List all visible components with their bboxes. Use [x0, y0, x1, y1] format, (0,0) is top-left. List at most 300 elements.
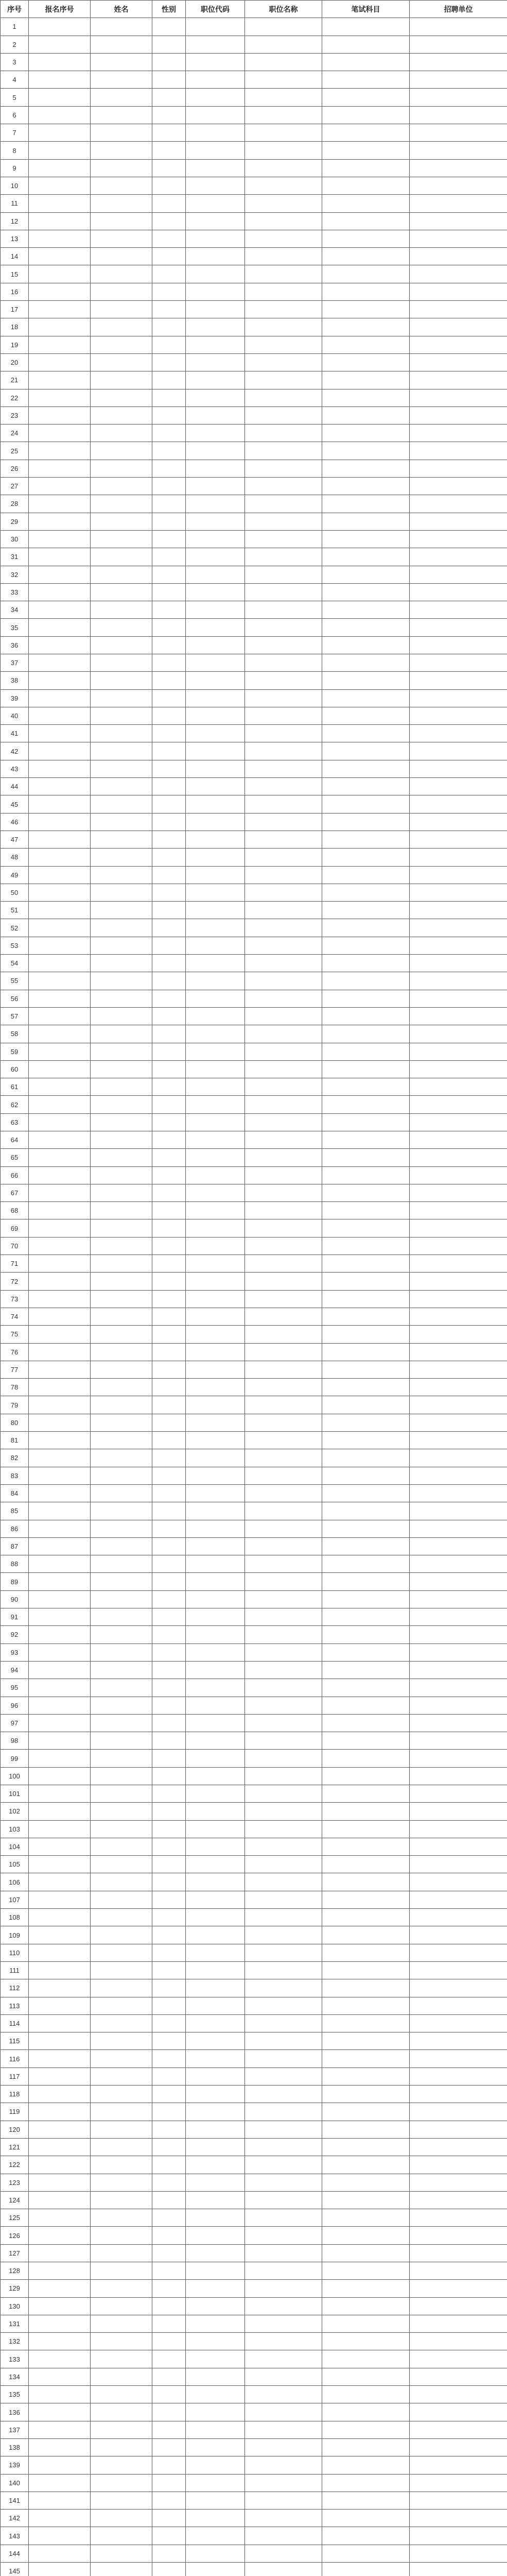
cell-exam-subject: [322, 2474, 410, 2492]
cell-position-code: [186, 230, 245, 247]
cell-seq: 32: [1, 566, 29, 583]
cell-gender: [152, 18, 186, 36]
table-row: [1, 1785, 507, 1802]
cell-position-code: [186, 672, 245, 689]
cell-employer: [410, 1202, 507, 1219]
cell-name: [91, 513, 152, 530]
cell-registration-no: [29, 1590, 91, 1608]
cell-gender: [152, 2067, 186, 2085]
cell-seq: 54: [1, 955, 29, 972]
cell-employer: [410, 406, 507, 424]
cell-name: [91, 955, 152, 972]
cell-employer: [410, 1219, 507, 1237]
cell-position-code: [186, 689, 245, 707]
cell-exam-subject: [322, 1184, 410, 1201]
cell-seq: 57: [1, 1007, 29, 1025]
cell-registration-no: [29, 1237, 91, 1255]
cell-position-name: [245, 2138, 322, 2156]
table-row: [1, 2191, 507, 2209]
cell-position-name: [245, 2315, 322, 2332]
cell-name: [91, 1361, 152, 1378]
cell-seq: 21: [1, 371, 29, 389]
table-header: [1, 1, 507, 18]
cell-exam-subject: [322, 1608, 410, 1626]
table-row: [1, 1979, 507, 1997]
cell-employer: [410, 566, 507, 583]
cell-exam-subject: [322, 1308, 410, 1325]
cell-registration-no: [29, 2545, 91, 2562]
cell-position-name: [245, 1149, 322, 1166]
cell-seq: 112: [1, 1979, 29, 1997]
cell-gender: [152, 955, 186, 972]
cell-gender: [152, 513, 186, 530]
cell-seq: 34: [1, 601, 29, 619]
table-row: [1, 1873, 507, 1891]
cell-exam-subject: [322, 654, 410, 671]
cell-registration-no: [29, 1555, 91, 1573]
cell-exam-subject: [322, 495, 410, 513]
cell-exam-subject: [322, 2121, 410, 2138]
cell-seq: 5: [1, 89, 29, 106]
cell-position-name: [245, 478, 322, 495]
cell-position-name: [245, 1661, 322, 1679]
cell-gender: [152, 1873, 186, 1891]
cell-position-name: [245, 159, 322, 177]
cell-gender: [152, 1237, 186, 1255]
cell-seq: 43: [1, 760, 29, 777]
cell-gender: [152, 71, 186, 89]
cell-gender: [152, 1997, 186, 2014]
cell-gender: [152, 2138, 186, 2156]
cell-seq: 122: [1, 2156, 29, 2174]
table-row: [1, 2563, 507, 2576]
cell-employer: [410, 866, 507, 884]
cell-employer: [410, 2438, 507, 2456]
cell-gender: [152, 1750, 186, 1767]
table-row: [1, 1856, 507, 1873]
cell-seq: 60: [1, 1060, 29, 1078]
cell-name: [91, 1184, 152, 1201]
cell-employer: [410, 106, 507, 124]
cell-registration-no: [29, 265, 91, 283]
cell-position-name: [245, 1060, 322, 1078]
cell-position-name: [245, 2262, 322, 2280]
cell-name: [91, 1944, 152, 1961]
cell-position-name: [245, 548, 322, 566]
cell-seq: 141: [1, 2492, 29, 2509]
cell-employer: [410, 831, 507, 848]
cell-registration-no: [29, 1873, 91, 1891]
cell-position-name: [245, 1909, 322, 1926]
cell-registration-no: [29, 18, 91, 36]
cell-registration-no: [29, 1608, 91, 1626]
cell-registration-no: [29, 689, 91, 707]
cell-position-code: [186, 1909, 245, 1926]
table-row: [1, 902, 507, 919]
cell-position-name: [245, 672, 322, 689]
cell-registration-no: [29, 1326, 91, 1343]
cell-position-name: [245, 2456, 322, 2474]
cell-registration-no: [29, 1979, 91, 1997]
cell-employer: [410, 1626, 507, 1643]
cell-position-name: [245, 2121, 322, 2138]
cell-gender: [152, 2156, 186, 2174]
cell-name: [91, 902, 152, 919]
cell-position-code: [186, 1379, 245, 1396]
cell-seq: 56: [1, 990, 29, 1007]
cell-registration-no: [29, 1414, 91, 1431]
cell-employer: [410, 1537, 507, 1555]
cell-gender: [152, 177, 186, 194]
cell-employer: [410, 2280, 507, 2297]
cell-registration-no: [29, 2350, 91, 2368]
cell-seq: 40: [1, 707, 29, 724]
cell-exam-subject: [322, 1555, 410, 1573]
table-row: [1, 601, 507, 619]
cell-employer: [410, 1785, 507, 1802]
cell-exam-subject: [322, 1166, 410, 1184]
cell-registration-no: [29, 495, 91, 513]
cell-seq: 85: [1, 1502, 29, 1520]
cell-employer: [410, 1432, 507, 1449]
cell-employer: [410, 1184, 507, 1201]
cell-exam-subject: [322, 2227, 410, 2244]
table-row: [1, 265, 507, 283]
cell-employer: [410, 1043, 507, 1060]
cell-name: [91, 2438, 152, 2456]
cell-registration-no: [29, 2191, 91, 2209]
cell-gender: [152, 2032, 186, 2050]
cell-exam-subject: [322, 2492, 410, 2509]
cell-name: [91, 2014, 152, 2032]
cell-employer: [410, 742, 507, 760]
table-row: [1, 389, 507, 406]
table-row: [1, 2244, 507, 2262]
cell-position-name: [245, 583, 322, 601]
cell-gender: [152, 2209, 186, 2227]
cell-seq: 23: [1, 406, 29, 424]
cell-gender: [152, 1043, 186, 1060]
cell-employer: [410, 548, 507, 566]
cell-employer: [410, 513, 507, 530]
cell-gender: [152, 937, 186, 954]
cell-seq: 42: [1, 742, 29, 760]
cell-name: [91, 1484, 152, 1502]
cell-seq: 65: [1, 1149, 29, 1166]
cell-name: [91, 636, 152, 654]
cell-name: [91, 937, 152, 954]
cell-exam-subject: [322, 2014, 410, 2032]
cell-position-code: [186, 2032, 245, 2050]
cell-exam-subject: [322, 1803, 410, 1820]
cell-gender: [152, 2262, 186, 2280]
cell-position-code: [186, 1502, 245, 1520]
cell-name: [91, 1697, 152, 1714]
cell-position-code: [186, 1166, 245, 1184]
cell-gender: [152, 972, 186, 990]
cell-position-code: [186, 2209, 245, 2227]
cell-gender: [152, 1202, 186, 1219]
cell-seq: 127: [1, 2244, 29, 2262]
cell-gender: [152, 2438, 186, 2456]
cell-exam-subject: [322, 53, 410, 71]
cell-gender: [152, 2350, 186, 2368]
cell-position-code: [186, 265, 245, 283]
table-row: [1, 813, 507, 831]
cell-exam-subject: [322, 1661, 410, 1679]
cell-registration-no: [29, 2421, 91, 2438]
cell-registration-no: [29, 1643, 91, 1661]
cell-exam-subject: [322, 742, 410, 760]
cell-gender: [152, 2527, 186, 2545]
cell-position-code: [186, 866, 245, 884]
cell-position-code: [186, 71, 245, 89]
cell-position-code: [186, 566, 245, 583]
cell-seq: 136: [1, 2403, 29, 2421]
cell-seq: 79: [1, 1396, 29, 1414]
table-row: [1, 1432, 507, 1449]
cell-exam-subject: [322, 2086, 410, 2103]
cell-position-name: [245, 1043, 322, 1060]
cell-employer: [410, 919, 507, 937]
table-row: [1, 1502, 507, 1520]
cell-registration-no: [29, 1060, 91, 1078]
table-row: [1, 1361, 507, 1378]
cell-employer: [410, 1555, 507, 1573]
cell-seq: 69: [1, 1219, 29, 1237]
table-row: [1, 1732, 507, 1750]
table-row: [1, 1308, 507, 1325]
cell-seq: 130: [1, 2297, 29, 2315]
cell-position-code: [186, 1608, 245, 1626]
cell-seq: 129: [1, 2280, 29, 2297]
cell-exam-subject: [322, 389, 410, 406]
cell-registration-no: [29, 1379, 91, 1396]
cell-employer: [410, 619, 507, 636]
cell-position-code: [186, 159, 245, 177]
cell-position-name: [245, 990, 322, 1007]
cell-seq: 143: [1, 2527, 29, 2545]
cell-exam-subject: [322, 1643, 410, 1661]
cell-name: [91, 2103, 152, 2121]
cell-employer: [410, 478, 507, 495]
cell-employer: [410, 1838, 507, 1855]
cell-seq: 15: [1, 265, 29, 283]
table-row: [1, 1237, 507, 1255]
cell-employer: [410, 2156, 507, 2174]
cell-exam-subject: [322, 1926, 410, 1944]
cell-employer: [410, 689, 507, 707]
cell-employer: [410, 601, 507, 619]
cell-gender: [152, 849, 186, 866]
cell-gender: [152, 1926, 186, 1944]
cell-position-name: [245, 2438, 322, 2456]
cell-seq: 74: [1, 1308, 29, 1325]
cell-exam-subject: [322, 2280, 410, 2297]
cell-position-code: [186, 1326, 245, 1343]
cell-position-code: [186, 2138, 245, 2156]
cell-position-code: [186, 1856, 245, 1873]
table-row: [1, 1043, 507, 1060]
cell-position-name: [245, 442, 322, 460]
cell-seq: 70: [1, 1237, 29, 1255]
cell-exam-subject: [322, 1290, 410, 1308]
table-row: [1, 1944, 507, 1961]
table-row: [1, 1131, 507, 1149]
cell-exam-subject: [322, 1379, 410, 1396]
cell-exam-subject: [322, 636, 410, 654]
cell-exam-subject: [322, 1537, 410, 1555]
cell-exam-subject: [322, 2050, 410, 2067]
cell-position-code: [186, 1308, 245, 1325]
cell-name: [91, 707, 152, 724]
cell-gender: [152, 1626, 186, 1643]
cell-exam-subject: [322, 89, 410, 106]
cell-position-name: [245, 2563, 322, 2576]
cell-seq: 46: [1, 813, 29, 831]
cell-employer: [410, 159, 507, 177]
cell-registration-no: [29, 1909, 91, 1926]
cell-exam-subject: [322, 1131, 410, 1149]
cell-position-name: [245, 530, 322, 548]
cell-position-code: [186, 1679, 245, 1697]
cell-exam-subject: [322, 1361, 410, 1378]
table-row: [1, 2350, 507, 2368]
cell-seq: 28: [1, 495, 29, 513]
cell-name: [91, 2156, 152, 2174]
cell-name: [91, 849, 152, 866]
cell-name: [91, 2510, 152, 2527]
cell-gender: [152, 2386, 186, 2403]
cell-name: [91, 36, 152, 53]
cell-employer: [410, 1820, 507, 1838]
cell-registration-no: [29, 2403, 91, 2421]
cell-registration-no: [29, 742, 91, 760]
cell-gender: [152, 1891, 186, 1908]
cell-registration-no: [29, 1219, 91, 1237]
cell-employer: [410, 18, 507, 36]
cell-gender: [152, 760, 186, 777]
cell-seq: 134: [1, 2368, 29, 2385]
cell-exam-subject: [322, 1502, 410, 1520]
table-row: [1, 2333, 507, 2350]
cell-gender: [152, 2510, 186, 2527]
cell-position-code: [186, 460, 245, 477]
cell-registration-no: [29, 725, 91, 742]
cell-seq: 106: [1, 1873, 29, 1891]
cell-position-code: [186, 601, 245, 619]
cell-name: [91, 1714, 152, 1732]
cell-exam-subject: [322, 2456, 410, 2474]
table-row: [1, 1379, 507, 1396]
cell-registration-no: [29, 1343, 91, 1361]
cell-exam-subject: [322, 1449, 410, 1467]
cell-employer: [410, 1856, 507, 1873]
table-row: [1, 1697, 507, 1714]
cell-registration-no: [29, 1484, 91, 1502]
cell-gender: [152, 1007, 186, 1025]
cell-gender: [152, 795, 186, 813]
cell-seq: 80: [1, 1414, 29, 1431]
cell-seq: 44: [1, 778, 29, 795]
cell-seq: 36: [1, 636, 29, 654]
cell-position-name: [245, 1961, 322, 1979]
table-row: [1, 36, 507, 53]
cell-gender: [152, 2474, 186, 2492]
table-row: [1, 2438, 507, 2456]
cell-exam-subject: [322, 124, 410, 142]
table-row: [1, 1343, 507, 1361]
cell-gender: [152, 248, 186, 265]
cell-registration-no: [29, 1184, 91, 1201]
cell-employer: [410, 1520, 507, 1537]
cell-seq: 77: [1, 1361, 29, 1378]
cell-name: [91, 2067, 152, 2085]
cell-position-code: [186, 1979, 245, 1997]
cell-gender: [152, 283, 186, 300]
cell-registration-no: [29, 1767, 91, 1785]
cell-gender: [152, 1449, 186, 1467]
cell-registration-no: [29, 583, 91, 601]
cell-seq: 19: [1, 336, 29, 353]
cell-name: [91, 406, 152, 424]
cell-seq: 138: [1, 2438, 29, 2456]
cell-employer: [410, 265, 507, 283]
cell-employer: [410, 212, 507, 230]
cell-name: [91, 972, 152, 990]
cell-position-code: [186, 2262, 245, 2280]
cell-position-name: [245, 301, 322, 318]
cell-exam-subject: [322, 955, 410, 972]
cell-name: [91, 1396, 152, 1414]
cell-position-code: [186, 1643, 245, 1661]
cell-seq: 114: [1, 2014, 29, 2032]
cell-registration-no: [29, 2032, 91, 2050]
cell-registration-no: [29, 1838, 91, 1855]
cell-position-name: [245, 1697, 322, 1714]
cell-name: [91, 1856, 152, 1873]
cell-position-code: [186, 248, 245, 265]
cell-seq: 59: [1, 1043, 29, 1060]
table-row: [1, 2262, 507, 2280]
cell-position-code: [186, 2386, 245, 2403]
cell-registration-no: [29, 478, 91, 495]
cell-registration-no: [29, 813, 91, 831]
cell-name: [91, 1113, 152, 1131]
cell-name: [91, 2121, 152, 2138]
cell-gender: [152, 1308, 186, 1325]
cell-exam-subject: [322, 1219, 410, 1237]
cell-position-code: [186, 1573, 245, 1590]
cell-seq: 47: [1, 831, 29, 848]
cell-gender: [152, 1979, 186, 1997]
table-row: [1, 1273, 507, 1290]
cell-seq: 109: [1, 1926, 29, 1944]
table-row: [1, 2050, 507, 2067]
table-row: [1, 371, 507, 389]
cell-employer: [410, 71, 507, 89]
cell-registration-no: [29, 1697, 91, 1714]
table-row: [1, 2545, 507, 2562]
cell-seq: 117: [1, 2067, 29, 2085]
cell-employer: [410, 1679, 507, 1697]
cell-gender: [152, 1096, 186, 1113]
cell-name: [91, 2456, 152, 2474]
cell-registration-no: [29, 1166, 91, 1184]
cell-registration-no: [29, 1537, 91, 1555]
cell-position-code: [186, 2121, 245, 2138]
cell-position-name: [245, 919, 322, 937]
